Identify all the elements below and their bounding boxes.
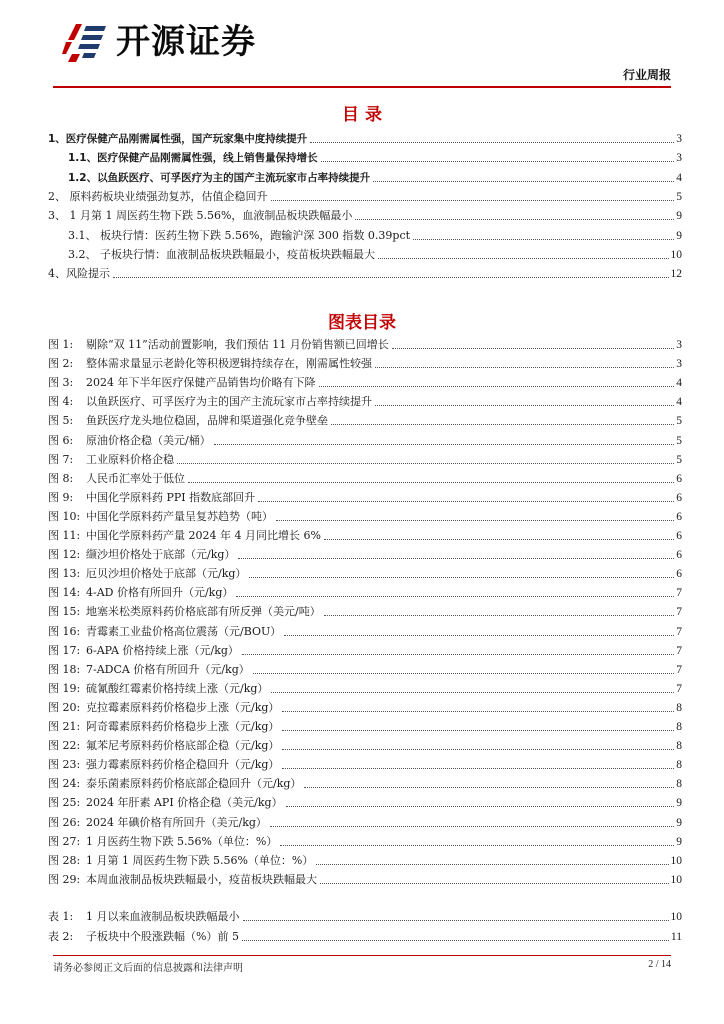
figure-entry-leader-dots <box>236 596 674 597</box>
figure-entry-label <box>48 777 301 791</box>
toc-entry-leader-dots <box>310 142 674 143</box>
page-indicator: 2 / 14 <box>648 959 671 970</box>
figure-entry-label <box>48 835 277 849</box>
brand-logo <box>62 20 272 64</box>
footer-divider <box>53 955 671 956</box>
figure-entry-leader-dots <box>284 635 674 636</box>
figure-entry[interactable] <box>48 468 682 486</box>
toc-entry-label: 1、医疗保健产品刚需属性强，国产玩家集中度持续提升 <box>48 133 308 145</box>
figure-entry-page-number: 6 <box>676 510 682 523</box>
figure-entry-leader-dots <box>324 615 675 616</box>
figure-entry-title: 氟苯尼考原料药价格底部企稳（元/kg） <box>86 739 280 753</box>
figure-entry-page-number: 7 <box>676 682 682 695</box>
figure-entry[interactable] <box>48 544 682 562</box>
figure-entry-number: 图 9: <box>48 490 74 504</box>
document-type-label: 行业周报 <box>622 68 671 82</box>
figure-entry-leader-dots <box>271 692 674 693</box>
figure-entry-leader-dots <box>282 730 674 731</box>
toc-entry-page-number: 3 <box>676 133 682 145</box>
figure-entry-leader-dots <box>319 386 675 387</box>
figure-entry-label <box>48 453 174 467</box>
toc-entry-leader-dots <box>378 258 669 259</box>
figure-entry-title: 整体需求量显示老龄化等积极逻辑持续存在，刚需属性较强 <box>86 357 372 371</box>
figure-entry-title: 2024 年下半年医疗保健产品销售均价略有下降 <box>86 376 316 390</box>
figure-entry-page-number: 10 <box>670 854 682 867</box>
figure-entry-title: 克拉霉素原料药价格稳步上涨（元/kg） <box>86 700 280 714</box>
figure-entry[interactable] <box>48 353 682 371</box>
figure-entry-title: 地塞米松类原料药价格底部有所反弹（美元/吨） <box>86 605 321 619</box>
figure-entry-number: 图 14: <box>48 586 81 600</box>
figure-entry-page-number: 10 <box>670 873 682 886</box>
figure-entry-label <box>48 586 233 600</box>
figure-entry-label <box>48 567 246 581</box>
toc-entry-leader-dots <box>113 277 669 278</box>
figure-entry-label <box>48 796 283 810</box>
figure-entry-leader-dots <box>392 348 675 349</box>
figure-entry-title: 本周血液制品板块跌幅最小，疫苗板块跌幅最大 <box>86 872 317 886</box>
figure-list-title: 图表目录 <box>328 313 396 333</box>
figure-entry-title: 阿奇霉素原料药价格稳步上涨（元/kg） <box>86 720 280 733</box>
figure-entry-title: 强力霉素原料药价格企稳回升（元/kg） <box>86 758 280 772</box>
figure-entry[interactable] <box>48 601 682 619</box>
figure-entry-number: 图 15: <box>48 605 81 619</box>
figure-entry-page-number: 6 <box>676 491 682 504</box>
figure-entry-number: 图 18: <box>48 662 81 676</box>
figure-entry[interactable] <box>48 869 682 887</box>
figure-entry-number: 图 21: <box>48 720 81 733</box>
figure-entry[interactable] <box>48 812 682 830</box>
table-entry-page-number: 11 <box>670 930 682 943</box>
figure-entry-label <box>48 414 328 428</box>
table-entry-label <box>48 930 239 944</box>
figure-entry-page-number: 7 <box>676 663 682 676</box>
table-entry-number: 表 1: <box>48 910 74 923</box>
toc-entry-leader-dots <box>271 200 675 201</box>
figure-entry-label <box>48 816 267 830</box>
figure-entry-number: 图 2: <box>48 357 74 371</box>
figure-entry-leader-dots <box>270 826 674 827</box>
table-entry-title: 1 月以来血液制品板块跌幅最小 <box>86 910 240 923</box>
figure-entry-number: 图 22: <box>48 739 81 753</box>
figure-entry-page-number: 6 <box>676 549 682 562</box>
figure-entry-leader-dots <box>375 405 674 406</box>
figure-entry-label <box>48 758 279 772</box>
figure-entry-title: 鱼跃医疗龙头地位稳固，品牌和渠道强化竞争壁垒 <box>86 414 328 428</box>
figure-entry-number: 图 13: <box>48 567 81 581</box>
figure-entry-label <box>48 873 317 887</box>
figure-entry-number: 图 3: <box>48 376 74 390</box>
figure-entry-number: 图 4: <box>48 395 74 409</box>
toc-title: 目 录 <box>342 105 382 125</box>
figure-entry[interactable] <box>48 334 682 352</box>
table-entry-leader-dots <box>243 920 669 921</box>
figure-entry-label <box>48 625 281 639</box>
figure-entry-number: 图 28: <box>48 853 81 867</box>
figure-entry-page-number: 9 <box>676 835 682 848</box>
figure-entry-leader-dots <box>214 444 675 445</box>
figure-entry[interactable] <box>48 659 682 677</box>
figure-entry-label <box>48 510 273 524</box>
figure-entry-number: 图 10: <box>48 509 81 523</box>
toc-entry-leader-dots <box>355 219 674 220</box>
figure-entry-leader-dots <box>282 768 674 769</box>
figure-entry-page-number: 9 <box>676 816 682 829</box>
table-entry-page-number: 10 <box>670 911 682 923</box>
toc-entry-page-number: 3 <box>676 152 682 165</box>
figure-entry-label <box>48 472 185 486</box>
figure-entry[interactable] <box>48 391 682 409</box>
figure-entry[interactable] <box>48 487 682 505</box>
toc-entry-label: 4、风险提示 <box>48 267 110 281</box>
table-entry[interactable] <box>48 906 682 924</box>
figure-entry-label <box>48 357 372 371</box>
figure-entry-leader-dots <box>280 845 674 846</box>
table-entry-title: 子板块中个股涨跌幅（%）前 5 <box>86 929 239 943</box>
toc-entry-leader-dots <box>321 161 675 162</box>
figure-entry-page-number: 7 <box>676 644 682 657</box>
figure-entry-label <box>48 854 313 868</box>
figure-entry[interactable] <box>48 563 682 581</box>
toc-entry-page-number: 4 <box>676 171 682 184</box>
figure-entry-label <box>48 529 321 543</box>
toc-entry[interactable] <box>48 205 682 223</box>
figure-entry-page-number: 7 <box>676 625 682 638</box>
figure-entry-label <box>48 663 250 677</box>
table-entry[interactable] <box>48 926 682 944</box>
figure-entry-leader-dots <box>331 424 674 425</box>
figure-entry[interactable] <box>48 410 682 428</box>
figure-entry[interactable] <box>48 735 682 753</box>
toc-entry[interactable] <box>48 186 682 204</box>
figure-entry-page-number: 8 <box>676 740 682 753</box>
toc-entry-label: 3、 1 月第 1 周医药生物下跌 5.56%，血液制品板块跌幅最小 <box>48 209 353 223</box>
figure-entry-leader-dots <box>238 558 674 559</box>
figure-entry-page-number: 8 <box>676 721 682 733</box>
figure-entry-leader-dots <box>253 673 675 674</box>
figure-entry-number: 图 8: <box>48 471 74 485</box>
figure-entry-label <box>48 434 211 448</box>
figure-entry-title: 剔除“双 11”活动前置影响，我们预估 11 月份销售额已回增长 <box>86 338 389 351</box>
figure-entry-page-number: 6 <box>676 530 682 542</box>
figure-entry[interactable] <box>48 678 682 696</box>
table-entry-label <box>48 910 240 924</box>
toc-entry[interactable] <box>48 128 682 146</box>
brand-logo-icon <box>62 20 110 64</box>
figure-entry-page-number: 9 <box>676 797 682 810</box>
figure-entry-page-number: 5 <box>676 434 682 447</box>
figure-entry-title: 泰乐菌素原料药价格底部企稳回升（元/kg） <box>86 777 302 791</box>
figure-entry-label <box>48 605 321 619</box>
figure-entry-leader-dots <box>282 711 674 712</box>
figure-entry-title: 1 月第 1 周医药生物下跌 5.56%（单位：%） <box>86 853 314 867</box>
figure-entry[interactable] <box>48 372 682 390</box>
figure-entry-leader-dots <box>286 806 675 807</box>
toc-entry-leader-dots <box>373 181 674 182</box>
figure-entry-title: 中国化学原料药产量呈复苏趋势（吨） <box>86 509 273 523</box>
figure-entry-page-number: 4 <box>676 377 682 390</box>
toc-entry-label: 3.2、 子板块行情：血液制品板块跌幅最小，疫苗板块跌幅最大 <box>68 247 375 261</box>
footer-disclaimer: 请务必参阅正文后面的信息披露和法律声明 <box>53 963 243 974</box>
toc-entry-label: 2、 原料药板块业绩强劲复苏，估值企稳回升 <box>48 189 268 203</box>
figure-entry-label <box>48 395 372 409</box>
figure-entry-page-number: 8 <box>676 701 682 714</box>
figure-entry[interactable] <box>48 697 682 715</box>
figure-entry[interactable] <box>48 754 682 772</box>
toc-entry-page-number: 12 <box>670 268 682 281</box>
figure-entry-label <box>48 701 279 715</box>
figure-entry-label <box>48 682 268 696</box>
figure-entry-title: 厄贝沙坦价格处于底部（元/kg） <box>86 567 247 581</box>
figure-entry-page-number: 8 <box>676 759 682 772</box>
toc-entry-page-number: 9 <box>676 229 682 242</box>
figure-entry-title: 中国化学原料药 PPI 指数底部回升 <box>86 490 256 504</box>
toc-entry[interactable] <box>68 167 682 185</box>
figure-entry-title: 缬沙坦价格处于底部（元/kg） <box>86 548 236 562</box>
figure-entry-leader-dots <box>316 864 668 865</box>
figure-entry-leader-dots <box>375 367 674 368</box>
toc-entry[interactable] <box>68 244 682 262</box>
toc-entry-page-number: 5 <box>676 190 682 203</box>
figure-entry-page-number: 7 <box>676 587 682 600</box>
figure-entry[interactable] <box>48 792 682 810</box>
figure-entry-leader-dots <box>188 482 674 483</box>
figure-entry-page-number: 4 <box>676 396 682 409</box>
figure-entry-label <box>48 376 316 390</box>
figure-entry-number: 图 19: <box>48 681 81 695</box>
figure-entry-title: 1 月医药生物下跌 5.56%（单位：%） <box>86 834 278 848</box>
figure-entry-title: 人民币汇率处于低位 <box>86 471 185 485</box>
figure-entry-page-number: 5 <box>676 453 682 466</box>
figure-entry-number: 图 1: <box>48 338 74 351</box>
figure-entry-page-number: 6 <box>676 568 682 581</box>
figure-entry[interactable] <box>48 640 682 658</box>
figure-entry-leader-dots <box>258 501 674 502</box>
figure-entry-title: 2024 年碘价格有所回升（美元/kg） <box>86 815 267 829</box>
figure-entry-number: 图 20: <box>48 700 81 714</box>
toc-entry[interactable] <box>48 263 682 281</box>
figure-entry-leader-dots <box>242 654 674 655</box>
toc-entry-page-number: 10 <box>670 248 682 261</box>
figure-entry-page-number: 3 <box>676 358 682 371</box>
table-entry-leader-dots <box>242 940 669 941</box>
figure-entry[interactable] <box>48 621 682 639</box>
figure-entry-title: 工业原料价格企稳 <box>86 452 174 466</box>
figure-entry[interactable] <box>48 506 682 524</box>
figure-entry-number: 图 7: <box>48 452 74 466</box>
page-header <box>0 0 724 90</box>
figure-entry-title: 2024 年肝素 API 价格企稳（美元/kg） <box>86 796 283 810</box>
figure-entry-number: 图 12: <box>48 548 81 562</box>
figure-entry-page-number: 7 <box>676 606 682 619</box>
header-divider <box>53 86 671 88</box>
figure-entry-label <box>48 491 255 505</box>
figure-entry-leader-dots <box>324 539 674 540</box>
figure-entry-title: 4-AD 价格有所回升（元/kg） <box>86 586 234 600</box>
toc-entry[interactable] <box>68 147 682 165</box>
figure-entry-leader-dots <box>249 577 674 578</box>
toc-entry-page-number: 9 <box>676 210 682 223</box>
toc-entry-label: 3.1、 板块行情：医药生物下跌 5.56%，跑输沪深 300 指数 0.39pct <box>68 228 411 242</box>
figure-entry[interactable] <box>48 449 682 467</box>
figure-entry-label <box>48 548 235 562</box>
figure-entry-title: 以鱼跃医疗、可孚医疗为主的国产主流玩家市占率持续提升 <box>86 395 372 409</box>
figure-entry[interactable] <box>48 850 682 868</box>
figure-entry-leader-dots <box>282 749 674 750</box>
figure-entry-page-number: 5 <box>676 415 682 428</box>
figure-entry-number: 图 5: <box>48 414 74 428</box>
figure-entry-number: 图 29: <box>48 872 81 886</box>
figure-entry-leader-dots <box>276 520 674 521</box>
brand-name: 开源证券 <box>116 22 256 62</box>
figure-entry-leader-dots <box>177 463 674 464</box>
figure-entry-page-number: 3 <box>676 339 682 351</box>
figure-entry-number: 图 16: <box>48 624 81 638</box>
figure-entry[interactable] <box>48 430 682 448</box>
toc-entry-label: 1.2、以鱼跃医疗、可孚医疗为主的国产主流玩家市占率持续提升 <box>68 171 371 184</box>
figure-entry[interactable] <box>48 582 682 600</box>
figure-entry-number: 图 27: <box>48 834 81 848</box>
figure-entry-title: 硫氰酸红霉素价格持续上涨（元/kg） <box>86 681 269 695</box>
figure-entry-number: 图 23: <box>48 758 81 772</box>
toc-entry-label: 1.1、医疗保健产品刚需属性强，线上销售量保持增长 <box>68 152 318 165</box>
figure-entry-number: 图 6: <box>48 433 74 447</box>
figure-entry-label <box>48 644 239 658</box>
toc-entry[interactable] <box>68 225 682 243</box>
figure-entry-label <box>48 739 279 753</box>
figure-entry-title: 原油价格企稳（美元/桶） <box>86 433 211 447</box>
figure-entry[interactable] <box>48 716 682 734</box>
figure-entry-number: 图 11: <box>48 529 81 542</box>
figure-entry-number: 图 25: <box>48 796 81 810</box>
figure-entry-title: 6-APA 价格持续上涨（元/kg） <box>86 643 239 657</box>
figure-entry-label <box>48 720 279 734</box>
figure-entry-leader-dots <box>304 787 674 788</box>
figure-entry-page-number: 6 <box>676 472 682 485</box>
figure-entry-title: 7-ADCA 价格有所回升（元/kg） <box>86 662 250 676</box>
figure-entry-number: 图 17: <box>48 643 81 657</box>
figure-entry-leader-dots <box>320 883 669 884</box>
figure-entry[interactable] <box>48 525 682 543</box>
figure-entry-label <box>48 338 389 352</box>
toc-entry-leader-dots <box>413 239 674 240</box>
figure-entry-number: 图 26: <box>48 815 81 829</box>
figure-entry-title: 中国化学原料药产量 2024 年 4 月同比增长 6% <box>86 529 321 542</box>
figure-entry[interactable] <box>48 831 682 849</box>
figure-entry-number: 图 24: <box>48 777 81 791</box>
table-entry-number: 表 2: <box>48 929 74 943</box>
figure-entry-title: 青霉素工业盐价格高位震荡（元/BOU） <box>86 624 282 638</box>
figure-entry-page-number: 8 <box>676 778 682 791</box>
figure-entry[interactable] <box>48 773 682 791</box>
